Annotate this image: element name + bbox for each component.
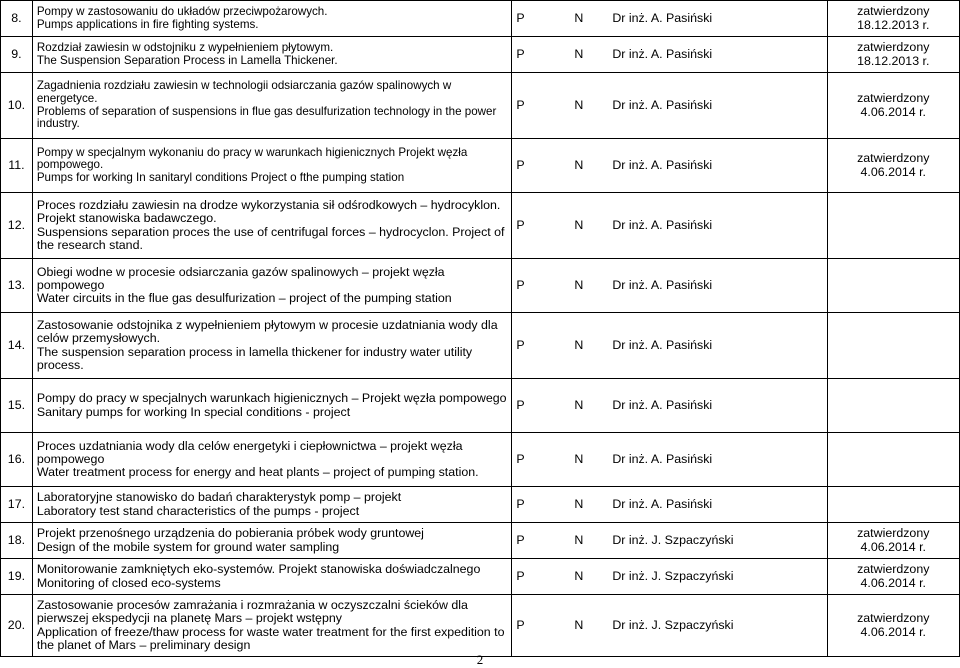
thesis-type: P	[516, 337, 525, 352]
row-number: 8.	[1, 1, 33, 37]
approval-date: 4.06.2014 r.	[860, 104, 926, 119]
approval-date: 4.06.2014 r.	[860, 539, 926, 554]
approval-cell	[827, 1, 959, 37]
thesis-title-polish: Laboratoryjne stanowisko do badań charakterystyk pomp – projekt	[36, 490, 402, 505]
row-number: 17.	[1, 487, 33, 523]
thesis-title-cell	[32, 433, 511, 487]
approval-status: zatwierdzony	[857, 4, 930, 19]
thesis-language: N	[574, 397, 584, 412]
thesis-type: P	[516, 451, 525, 466]
approval-date: 18.12.2013 r.	[857, 17, 930, 32]
row-number: 14.	[1, 313, 33, 379]
approval-cell	[827, 73, 959, 139]
thesis-type: P	[516, 157, 525, 172]
supervisor-name: Dr inż. J. Szpaczyński	[612, 532, 734, 547]
supervisor-name: Dr inż. A. Pasiński	[612, 337, 713, 352]
thesis-language: N	[574, 451, 584, 466]
approval-date: 18.12.2013 r.	[857, 53, 930, 68]
row-number: 19.	[1, 559, 33, 595]
thesis-meta-cell	[512, 259, 827, 313]
thesis-type: P	[516, 532, 525, 547]
thesis-title-english: Design of the mobile system for ground water sampling	[36, 539, 340, 554]
thesis-meta-cell	[512, 559, 827, 595]
supervisor-name: Dr inż. A. Pasiński	[612, 10, 713, 25]
table-row	[1, 73, 960, 139]
thesis-language: N	[574, 157, 584, 172]
supervisor-name: Dr inż. A. Pasiński	[612, 157, 713, 172]
table-row	[1, 523, 960, 559]
row-number: 20.	[1, 595, 33, 657]
supervisor-name: Dr inż. J. Szpaczyński	[612, 617, 734, 632]
thesis-meta-cell	[512, 139, 827, 193]
approval-cell	[827, 193, 959, 259]
supervisor-name: Dr inż. J. Szpaczyński	[612, 568, 734, 583]
approval-cell	[827, 559, 959, 595]
approval-cell	[827, 433, 959, 487]
table-row	[1, 259, 960, 313]
thesis-title-polish: Rozdział zawiesin w odstojniku z wypełnieniem płytowym.	[36, 40, 334, 54]
page-number: 2	[476, 652, 484, 667]
approval-date: 4.06.2014 r.	[860, 164, 926, 179]
approval-cell	[827, 139, 959, 193]
thesis-title-polish: Pompy do pracy w specjalnych warunkach higienicznych – Projekt węzła pompowego	[36, 391, 507, 406]
thesis-title-english: Problems of separation of suspensions in flue gas desulfurization technology in the power industry.	[36, 104, 497, 131]
approval-cell	[827, 37, 959, 73]
thesis-meta-cell	[512, 379, 827, 433]
table-row	[1, 487, 960, 523]
thesis-type: P	[516, 397, 525, 412]
thesis-meta-cell	[512, 595, 827, 657]
thesis-title-english: Pumps applications in fire fighting systems.	[36, 17, 259, 31]
approval-status: zatwierdzony	[857, 91, 930, 106]
thesis-title-polish: Zastosowanie procesów zamrażania i rozmrażania w oczyszczalni ścieków dla pierwszej ekspedycji na planetę Mars – projekt wstępny	[36, 598, 468, 626]
thesis-meta-cell	[512, 1, 827, 37]
thesis-language: N	[574, 532, 584, 547]
approval-cell	[827, 379, 959, 433]
thesis-meta-cell	[512, 487, 827, 523]
table-row	[1, 595, 960, 657]
table-row	[1, 139, 960, 193]
thesis-meta-cell	[512, 523, 827, 559]
thesis-title-cell	[32, 259, 511, 313]
thesis-language: N	[574, 97, 584, 112]
approval-status: zatwierdzony	[857, 40, 930, 55]
row-number: 12.	[1, 193, 33, 259]
thesis-title-english: Suspensions separation proces the use of centrifugal forces – hydrocyclon. Project of the research stand.	[36, 224, 505, 252]
thesis-title-polish: Obiegi wodne w procesie odsiarczania gazów spalinowych – projekt węzła pompowego	[36, 264, 445, 292]
approval-status: zatwierdzony	[857, 562, 930, 577]
approval-cell	[827, 313, 959, 379]
projects-table-body	[1, 1, 960, 657]
table-row	[1, 379, 960, 433]
thesis-title-english: Sanitary pumps for working In special conditions - project	[36, 404, 351, 419]
thesis-title-cell	[32, 595, 511, 657]
approval-cell	[827, 487, 959, 523]
thesis-language: N	[574, 46, 584, 61]
supervisor-name: Dr inż. A. Pasiński	[612, 397, 713, 412]
thesis-language: N	[574, 337, 584, 352]
thesis-meta-cell	[512, 193, 827, 259]
thesis-title-polish: Pompy w zastosowaniu do układów przeciwpożarowych.	[36, 4, 328, 18]
approval-cell	[827, 259, 959, 313]
supervisor-name: Dr inż. A. Pasiński	[612, 46, 713, 61]
supervisor-name: Dr inż. A. Pasiński	[612, 496, 713, 511]
thesis-type: P	[516, 46, 525, 61]
thesis-title-english: Laboratory test stand characteristics of the pumps - project	[36, 503, 360, 518]
thesis-type: P	[516, 617, 525, 632]
thesis-title-cell	[32, 523, 511, 559]
thesis-title-polish: Projekt przenośnego urządzenia do pobierania próbek wody gruntowej	[36, 526, 424, 541]
thesis-title-cell	[32, 139, 511, 193]
thesis-title-cell	[32, 487, 511, 523]
approval-date: 4.06.2014 r.	[860, 624, 926, 639]
thesis-title-cell	[32, 37, 511, 73]
thesis-title-cell	[32, 379, 511, 433]
thesis-type: P	[516, 97, 525, 112]
thesis-language: N	[574, 277, 584, 292]
table-row	[1, 313, 960, 379]
thesis-title-polish: Zastosowanie odstojnika z wypełnieniem płytowym w procesie uzdatniania wody dla celów przemysłowych.	[36, 318, 498, 346]
thesis-title-english: The Suspension Separation Process in Lamella Thickener.	[36, 53, 338, 67]
thesis-title-cell	[32, 73, 511, 139]
thesis-title-cell	[32, 193, 511, 259]
thesis-language: N	[574, 10, 584, 25]
thesis-type: P	[516, 568, 525, 583]
thesis-title-cell	[32, 313, 511, 379]
thesis-type: P	[516, 10, 525, 25]
thesis-meta-cell	[512, 433, 827, 487]
thesis-language: N	[574, 617, 584, 632]
row-number: 16.	[1, 433, 33, 487]
thesis-language: N	[574, 568, 584, 583]
thesis-title-cell	[32, 1, 511, 37]
thesis-title-polish: Proces uzdatniania wody dla celów energetyki i ciepłownictwa – projekt węzła pompowego	[36, 438, 463, 466]
row-number: 13.	[1, 259, 33, 313]
row-number: 9.	[1, 37, 33, 73]
approval-status: zatwierdzony	[857, 526, 930, 541]
table-row	[1, 1, 960, 37]
approval-status: zatwierdzony	[857, 611, 930, 626]
thesis-title-english: Water circuits in the flue gas desulfurization – project of the pumping station	[36, 291, 452, 306]
supervisor-name: Dr inż. A. Pasiński	[612, 97, 713, 112]
thesis-meta-cell	[512, 73, 827, 139]
thesis-title-polish: Proces rozdziału zawiesin na drodze wykorzystania sił odśrodkowych – hydrocyklon. Projekt stanowiska badawczego.	[36, 198, 501, 226]
thesis-title-polish: Zagadnienia rozdziału zawiesin w technologii odsiarczania gazów spalinowych w energetyce.	[36, 79, 452, 105]
thesis-title-polish: Monitorowanie zamkniętych eko-systemów. Projekt stanowiska doświadczalnego	[36, 562, 481, 577]
thesis-title-english: Water treatment process for energy and heat plants – project of pumping station.	[36, 465, 479, 480]
supervisor-name: Dr inż. A. Pasiński	[612, 277, 713, 292]
table-row	[1, 559, 960, 595]
thesis-meta-cell	[512, 37, 827, 73]
thesis-title-english: Pumps for working In sanitaryl conditions Project o fthe pumping station	[36, 170, 405, 184]
supervisor-name: Dr inż. A. Pasiński	[612, 217, 713, 232]
approval-status: zatwierdzony	[857, 151, 930, 166]
approval-cell	[827, 523, 959, 559]
supervisor-name: Dr inż. A. Pasiński	[612, 451, 713, 466]
row-number: 15.	[1, 379, 33, 433]
thesis-type: P	[516, 217, 525, 232]
thesis-language: N	[574, 496, 584, 511]
thesis-title-english: The suspension separation process in lamella thickener for industry water utility process.	[36, 344, 473, 372]
table-row	[1, 193, 960, 259]
row-number: 10.	[1, 73, 33, 139]
thesis-title-english: Monitoring of closed eco-systems	[36, 575, 221, 590]
table-row	[1, 433, 960, 487]
thesis-title-polish: Pompy w specjalnym wykonaniu do pracy w warunkach higienicznych Projekt węzła pompowego.	[36, 145, 468, 172]
table-row	[1, 37, 960, 73]
row-number: 18.	[1, 523, 33, 559]
approval-cell	[827, 595, 959, 657]
thesis-meta-cell	[512, 313, 827, 379]
thesis-title-cell	[32, 559, 511, 595]
thesis-type: P	[516, 496, 525, 511]
thesis-language: N	[574, 217, 584, 232]
approval-date: 4.06.2014 r.	[860, 575, 926, 590]
thesis-title-english: Application of freeze/thaw process for waste water treatment for the first expedition to the planet of Mars – preliminary design	[36, 624, 505, 652]
thesis-type: P	[516, 277, 525, 292]
row-number: 11.	[1, 139, 33, 193]
